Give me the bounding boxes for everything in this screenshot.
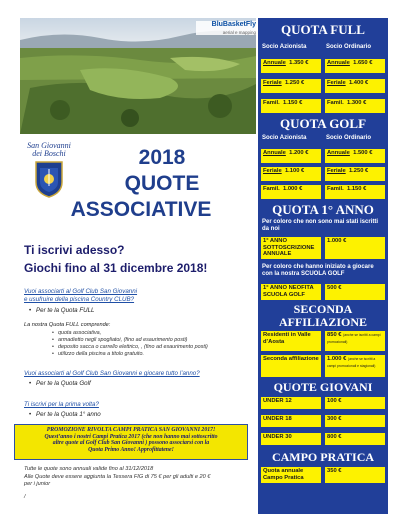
headline-line2: Giochi fino al 31 dicembre 2018! bbox=[24, 261, 208, 275]
golf-intro: Vuoi associarti al Golf Club San Giovanni e giocare tutto l’anno? bbox=[24, 370, 200, 377]
full-includes: La nostra Quota FULL comprende: bbox=[24, 322, 111, 328]
young-row2-label: UNDER 18 bbox=[260, 414, 322, 428]
full-col1: Socio Azionista bbox=[262, 44, 307, 50]
first-row2-label: 1° ANNO NEOFITA SCUOLA GOLF bbox=[260, 283, 322, 301]
golf-row-annuale-label-b: Annuale bbox=[327, 150, 350, 156]
promo-line4: Quota Primo Anno! Approfittatene! bbox=[88, 446, 174, 453]
full-row-annuale-ordinario: 1.650 € bbox=[353, 60, 373, 66]
golf-row-famil-label: Famil. bbox=[263, 186, 280, 192]
full-row-famil-label: Famil. bbox=[263, 100, 280, 106]
first-note2: Per coloro che hanno iniziato a giocare con la nostra SCUOLA GOLF bbox=[262, 264, 374, 277]
second-title bbox=[258, 303, 388, 329]
second-row1-label: Residenti in Valle d’Aosta bbox=[260, 330, 322, 352]
blubasketfly-logo bbox=[196, 21, 258, 35]
full-col2: Socio Ordinario bbox=[326, 44, 372, 50]
golf-col2: Socio Ordinario bbox=[326, 135, 372, 141]
golf-row-feriale-ordinario: 1.250 € bbox=[348, 168, 369, 174]
full-row-feriale-label: Feriale bbox=[263, 80, 282, 86]
full-row-famil-a bbox=[260, 98, 322, 114]
quota-full-title: QUOTA FULL bbox=[281, 22, 365, 37]
young-row1-label: UNDER 12 bbox=[260, 396, 322, 410]
golf-bullet: • Per te la Quota Golf bbox=[36, 380, 91, 387]
pratica-label-line2: Campo Pratica bbox=[263, 474, 304, 481]
full-row-annuale-a bbox=[260, 58, 322, 74]
quota-first-title: QUOTA 1° ANNO bbox=[272, 202, 374, 217]
pratica-label-line1: Quota annuale bbox=[263, 468, 304, 474]
full-row-annuale-label-b: Annuale bbox=[327, 60, 350, 66]
pratica-label bbox=[260, 466, 322, 484]
full-row-famil-label-b: Famil. bbox=[327, 100, 344, 106]
golf-row-famil-ordinario: 1.150 € bbox=[347, 186, 367, 192]
title-year: 2018 bbox=[138, 146, 186, 169]
full-row-famil-ordinario: 1.300 € bbox=[347, 100, 367, 106]
full-row-annuale-azionista: 1.350 € bbox=[289, 60, 309, 66]
club-name-line1: San Giovanni bbox=[27, 141, 71, 150]
pratica-title: CAMPO PRATICA bbox=[271, 450, 375, 464]
full-row-feriale-azionista: 1.250 € bbox=[284, 80, 305, 86]
club-name-line2: dei Boschi bbox=[32, 149, 66, 158]
promo-line3: altre quote al Golf Club San Giovanni ) possono associarsi con la bbox=[52, 440, 210, 447]
club-name bbox=[20, 142, 78, 158]
title-line1: QUOTE bbox=[124, 172, 200, 195]
young-row2-value: 300 € bbox=[324, 414, 386, 428]
footer-line2: Alle Quote deve essere aggiunta la Tessera FIG di 75 € per gli adulti e 20 € bbox=[24, 474, 211, 480]
second-title-line2: AFFILIAZIONE bbox=[278, 315, 367, 329]
golf-row-annuale-ordinario: 1.500 € bbox=[353, 150, 373, 156]
golf-row-feriale-label-b: Feriale bbox=[327, 168, 346, 174]
second-row1-note: (anche se iscritti a campi promozionali) bbox=[327, 333, 381, 344]
full-row-annuale-label: Annuale bbox=[263, 60, 286, 66]
full-item-2: • armadietto negli spogliatoi, (fino ad esaurimento posti) bbox=[58, 337, 187, 343]
title-line2: ASSOCIATIVE bbox=[70, 198, 212, 221]
golf-row-famil-azionista: 1.000 € bbox=[283, 186, 303, 192]
footer-line3: per i junior bbox=[24, 481, 51, 487]
second-row2-label: Seconda affiliazione bbox=[260, 354, 322, 378]
full-row-feriale-ordinario: 1.400 € bbox=[348, 80, 369, 86]
second-row2-amount: 1.000 € bbox=[327, 356, 347, 362]
first-row1-value: 1.000 € bbox=[324, 236, 386, 260]
golf-row-famil-a bbox=[260, 184, 322, 200]
full-row-famil-b bbox=[324, 98, 386, 114]
first-bullet: • Per te la Quota 1° anno bbox=[36, 411, 101, 418]
golf-row-annuale-a bbox=[260, 148, 322, 164]
golf-col1: Socio Azionista bbox=[262, 135, 307, 141]
promo-line2: Quest’anno i nostri Campi Pratica 2017 (che non hanno mai sottoscritto bbox=[44, 433, 218, 440]
second-row2-value bbox=[324, 354, 386, 378]
golf-row-famil-b bbox=[324, 184, 386, 200]
young-row3-label: UNDER 30 bbox=[260, 432, 322, 446]
golf-row-annuale-b bbox=[324, 148, 386, 164]
full-bullet: • Per te la Quota FULL bbox=[36, 307, 94, 314]
full-row-famil-azionista: 1.150 € bbox=[283, 100, 303, 106]
full-intro-line1: Vuoi associarti al Golf Club San Giovanni bbox=[24, 288, 138, 295]
full-item-3: • deposito sacca o carrello elettrico, , (fino ad esaurimento posti) bbox=[58, 344, 208, 350]
headline-line1: Ti iscrivi adesso? bbox=[24, 243, 125, 257]
second-row1-amount: 850 € bbox=[327, 332, 342, 338]
full-row-feriale-b bbox=[324, 78, 386, 94]
full-intro-line2: e usufruire della piscina Country CLUB? bbox=[24, 296, 135, 303]
quota-golf-title: QUOTA GOLF bbox=[279, 116, 367, 131]
promo-line1: PROMOZIONE RIVOLTA CAMPI PRATICA SAN GIOVANNI 2017! bbox=[46, 427, 216, 433]
young-row1-value: 100 € bbox=[324, 396, 386, 410]
blubasketfly-logo-tagline: aerial e mapping bbox=[222, 30, 256, 35]
golf-row-feriale-azionista: 1.100 € bbox=[284, 168, 305, 174]
golf-row-feriale-a bbox=[260, 166, 322, 182]
second-title-line1: SECONDA bbox=[293, 302, 353, 316]
second-row2-note: (anche se iscritti a campi promozionali e stagionali) bbox=[327, 357, 376, 368]
footer-mark: / bbox=[24, 494, 26, 500]
blubasketfly-logo-name: BluBasketFly bbox=[211, 21, 256, 28]
golf-row-feriale-b bbox=[324, 166, 386, 182]
footer-line1: Tutte le quote sono annuali valide fino al 31/12/2018 bbox=[24, 466, 154, 472]
second-row1-value bbox=[324, 330, 386, 352]
full-row-annuale-b bbox=[324, 58, 386, 74]
pratica-value: 350 € bbox=[324, 466, 386, 484]
first-note1: Per coloro che non sono mai stati iscritti da noi bbox=[262, 219, 379, 232]
full-item-4: • utilizzo della piscina a titolo gratuito. bbox=[58, 351, 144, 357]
first-row2-value: 500 € bbox=[324, 283, 386, 301]
golf-row-annuale-azionista: 1.200 € bbox=[289, 150, 309, 156]
club-crest-icon bbox=[34, 160, 64, 198]
full-row-feriale-label-b: Feriale bbox=[327, 80, 346, 86]
golf-row-annuale-label: Annuale bbox=[263, 150, 286, 156]
full-item-1: • quota associativa, bbox=[58, 330, 101, 336]
first-row1-label: 1° ANNO SOTTOSCRIZIONE ANNUALE bbox=[260, 236, 322, 260]
young-title: QUOTE GIOVANI bbox=[273, 380, 373, 394]
golf-row-feriale-label: Feriale bbox=[263, 168, 282, 174]
promo-box bbox=[14, 424, 248, 460]
golf-row-famil-label-b: Famil. bbox=[327, 186, 344, 192]
young-row3-value: 800 € bbox=[324, 432, 386, 446]
first-intro: Ti iscrivi per la prima volta? bbox=[24, 401, 99, 408]
full-row-feriale-a bbox=[260, 78, 322, 94]
